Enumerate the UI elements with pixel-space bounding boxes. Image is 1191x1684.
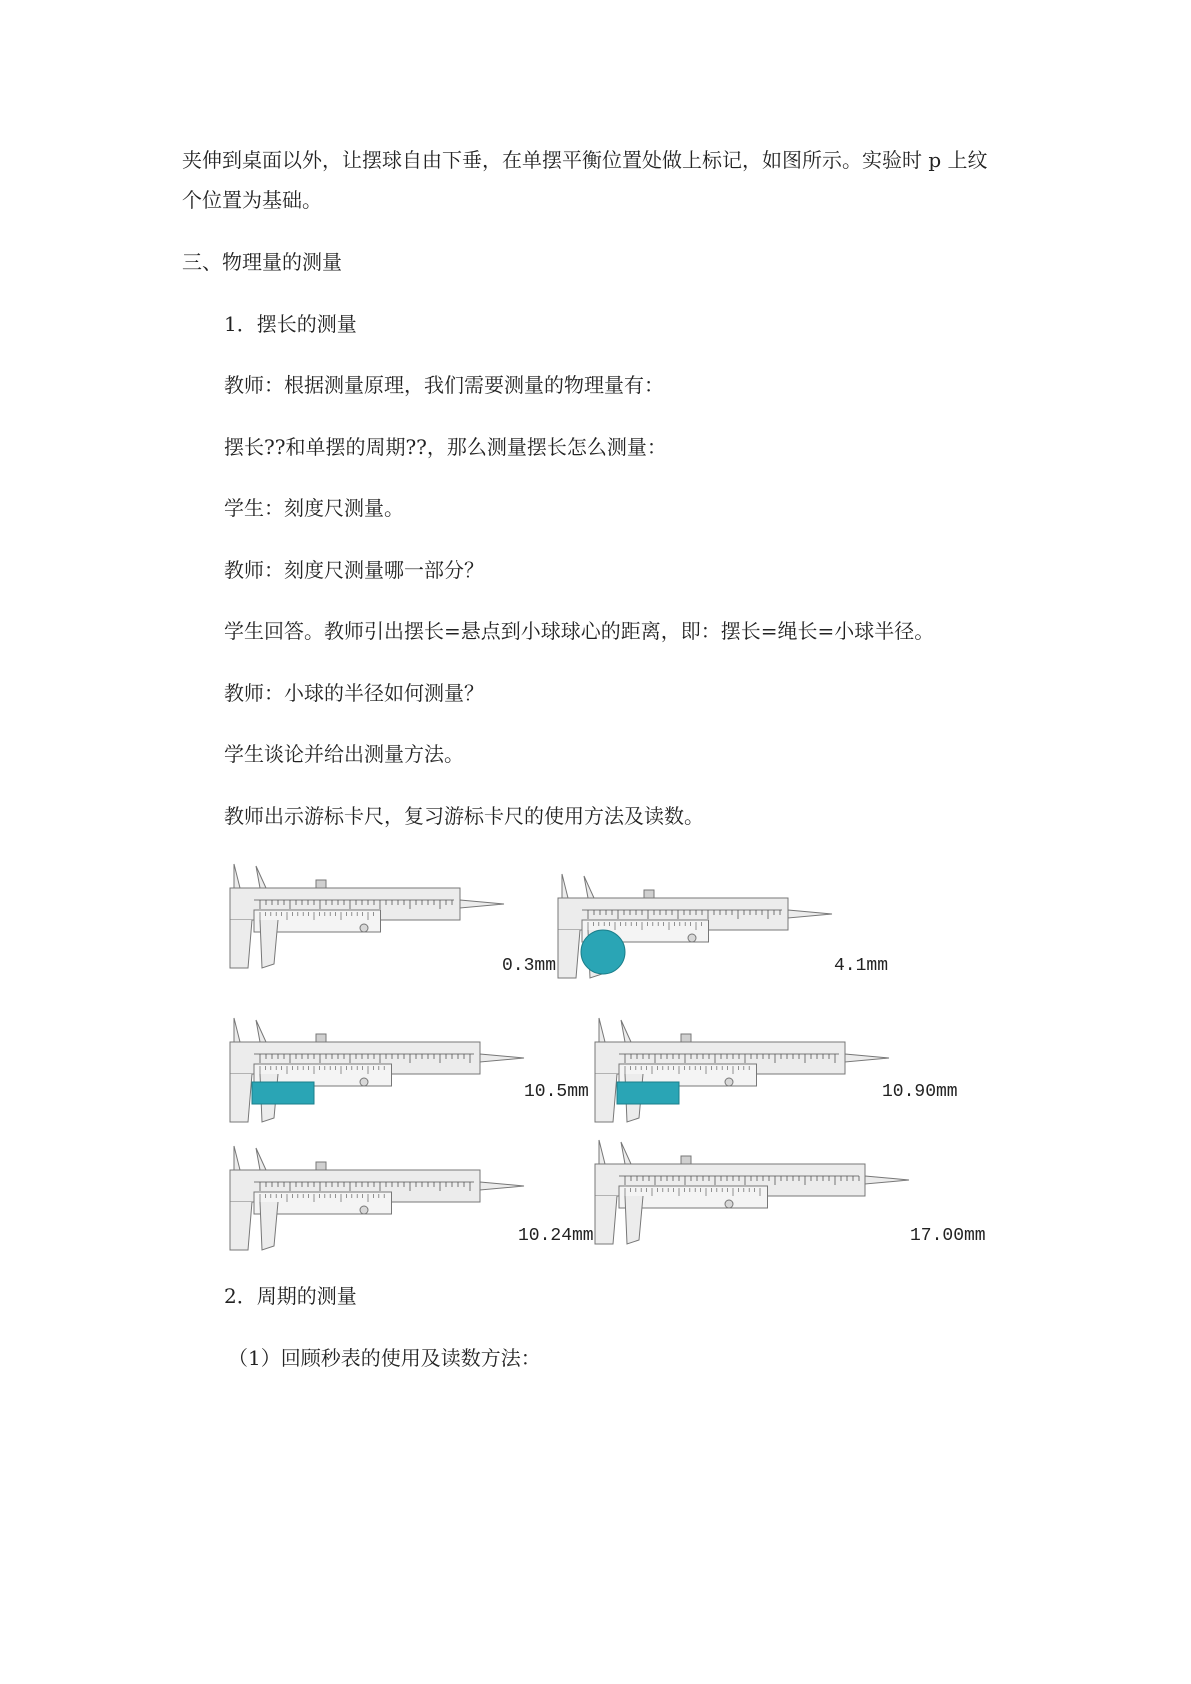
thumb-grip: [725, 1200, 733, 1208]
caliper-reading-6: 17.00mm: [910, 1226, 986, 1246]
upper-fixed-jaw: [562, 874, 568, 898]
upper-fixed-jaw: [599, 1140, 605, 1164]
upper-sliding-jaw: [621, 1020, 631, 1042]
depth-rod: [845, 1054, 889, 1062]
upper-fixed-jaw: [234, 864, 240, 888]
lower-fixed-jaw: [230, 1074, 252, 1122]
vernier-caliper-figure-4: [585, 1012, 895, 1130]
para-line-2: 个位置为基础。: [182, 188, 322, 212]
upper-sliding-jaw: [256, 1020, 266, 1042]
caliper-reading-5: 10.24mm: [518, 1226, 594, 1246]
vernier-caliper-figure-2: [548, 868, 838, 986]
lower-sliding-jaw: [625, 1196, 643, 1244]
dialog-line-6: 教师：小球的半径如何测量？: [224, 681, 484, 705]
subheading-stopwatch: （1）回顾秒表的使用及读数方法：: [228, 1346, 541, 1370]
dialog-line-4: 教师：刻度尺测量哪一部分？: [224, 558, 484, 582]
dialog-line-7: 学生谈论并给出测量方法。: [224, 742, 464, 766]
caliper-reading-1: 0.3mm: [502, 956, 557, 976]
upper-sliding-jaw: [621, 1142, 631, 1164]
dialog-line-2: 摆长??和单摆的周期??，那么测量摆长怎么测量：: [224, 435, 667, 459]
upper-sliding-jaw: [256, 1148, 266, 1170]
locking-screw: [644, 890, 654, 898]
lower-sliding-jaw: [260, 1202, 278, 1250]
depth-rod: [480, 1054, 524, 1062]
lower-fixed-jaw: [595, 1074, 617, 1122]
upper-fixed-jaw: [599, 1018, 605, 1042]
locking-screw: [316, 1034, 326, 1042]
upper-sliding-jaw: [584, 876, 594, 898]
upper-fixed-jaw: [234, 1146, 240, 1170]
dialog-line-3: 学生：刻度尺测量。: [224, 496, 404, 520]
measured-block: [252, 1082, 314, 1104]
dialog-line-5: 学生回答。教师引出摆长=悬点到小球球心的距离，即：摆长=绳长=小球半径。: [224, 619, 935, 643]
thumb-grip: [360, 924, 368, 932]
thumb-grip: [360, 1078, 368, 1086]
depth-rod: [480, 1182, 524, 1190]
depth-rod: [460, 900, 504, 908]
lower-fixed-jaw: [595, 1196, 617, 1244]
measured-block: [617, 1082, 679, 1104]
dialog-line-8: 教师出示游标卡尺，复习游标卡尺的使用方法及读数。: [224, 804, 704, 828]
thumb-grip: [725, 1078, 733, 1086]
vernier-caliper-figure-3: [220, 1012, 530, 1130]
para-line-1: 夹伸到桌面以外，让摆球自由下垂，在单摆平衡位置处做上标记，如图所示。实验时 p 上纹: [182, 148, 988, 172]
vernier-caliper-figure-6: [585, 1134, 915, 1252]
vernier-caliper-figure-1: [220, 858, 510, 976]
lower-fixed-jaw: [230, 920, 252, 968]
caliper-reading-3: 10.5mm: [524, 1082, 589, 1102]
thumb-grip: [688, 934, 696, 942]
vernier-caliper-figure-5: [220, 1140, 530, 1258]
subheading-period: 2．周期的测量: [224, 1284, 357, 1308]
lower-fixed-jaw: [230, 1202, 252, 1250]
caliper-reading-2: 4.1mm: [834, 956, 889, 976]
measured-ball: [581, 930, 625, 974]
lower-sliding-jaw: [260, 920, 278, 968]
thumb-grip: [360, 1206, 368, 1214]
upper-fixed-jaw: [234, 1018, 240, 1042]
depth-rod: [865, 1176, 909, 1184]
locking-screw: [681, 1034, 691, 1042]
locking-screw: [316, 880, 326, 888]
dialog-line-1: 教师：根据测量原理，我们需要测量的物理量有：: [224, 373, 664, 397]
lower-fixed-jaw: [558, 930, 580, 978]
locking-screw: [316, 1162, 326, 1170]
section-heading-3: 三、物理量的测量: [182, 250, 342, 274]
subheading-pendulum-length: 1．摆长的测量: [224, 312, 357, 336]
upper-sliding-jaw: [256, 866, 266, 888]
depth-rod: [788, 910, 832, 918]
locking-screw: [681, 1156, 691, 1164]
caliper-reading-4: 10.90mm: [882, 1082, 958, 1102]
